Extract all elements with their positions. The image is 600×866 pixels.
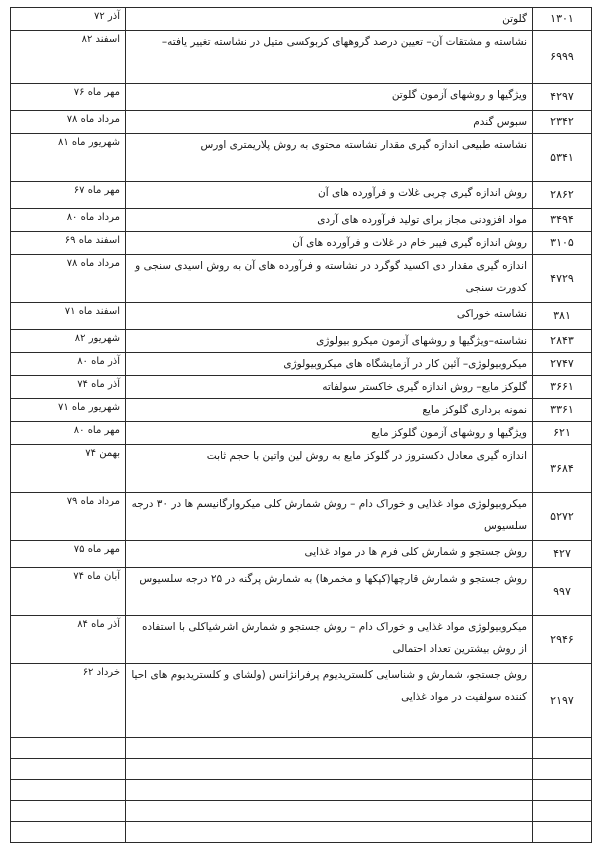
table-row <box>11 353 592 376</box>
standard-date: اسفند ۸۲ <box>81 34 120 45</box>
standard-date-cell <box>11 616 126 664</box>
table-row <box>11 541 592 568</box>
standard-date: مرداد ماه ۷۹ <box>66 496 120 507</box>
standard-title: نشاسته خوراکی <box>126 303 533 330</box>
standard-number <box>533 822 592 843</box>
standard-title: میکروبیولوژی مواد غذایی و خوراک دام – روش شمارش کلی میکروارگانیسم ها در ۳۰ درجه سلسیوس <box>126 493 533 541</box>
standard-date: شهریور ماه ۸۱ <box>57 137 120 148</box>
standard-title: روش جستجو و شمارش قارچها(کپکها و مخمرها) به شمارش پرگنه در ۲۵ درجه سلسیوس <box>126 568 533 616</box>
standard-date: مرداد ماه ۷۸ <box>66 258 120 269</box>
standard-date-cell <box>11 255 126 303</box>
table-row <box>11 568 592 616</box>
standard-date-cell <box>11 801 126 822</box>
table-row <box>11 134 592 182</box>
standard-title <box>126 759 533 780</box>
table-row <box>11 182 592 209</box>
standard-number: ۳۶۸۴ <box>533 445 592 493</box>
standard-date: شهریور ۸۲ <box>74 333 120 344</box>
standard-title: نمونه برداری گلوکز مایع <box>126 399 533 422</box>
standard-date: آذر ماه ۷۴ <box>77 379 120 390</box>
standard-date-cell <box>11 209 126 232</box>
standard-title: سبوس گندم <box>126 111 533 134</box>
table-row <box>11 616 592 664</box>
standard-date-cell <box>11 568 126 616</box>
standard-number <box>533 801 592 822</box>
standard-number: ۲۷۴۷ <box>533 353 592 376</box>
standard-number: ۶۹۹۹ <box>533 31 592 84</box>
standards-table <box>10 7 592 843</box>
standard-date-cell <box>11 541 126 568</box>
standard-date-cell <box>11 84 126 111</box>
standard-date-cell <box>11 353 126 376</box>
table-row <box>11 822 592 843</box>
standard-number: ۳۳۶۱ <box>533 399 592 422</box>
standard-date: خرداد ۶۲ <box>82 667 120 678</box>
standard-date-cell <box>11 493 126 541</box>
standard-title: گلوتن <box>126 8 533 31</box>
standard-number <box>533 738 592 759</box>
standard-date: شهریور ماه ۷۱ <box>57 402 120 413</box>
standard-date: مرداد ماه ۸۰ <box>66 212 120 223</box>
standard-date-cell <box>11 376 126 399</box>
standard-date-cell <box>11 422 126 445</box>
standard-number: ۵۲۷۲ <box>533 493 592 541</box>
standard-date-cell <box>11 111 126 134</box>
standard-title: نشاسته–ویژگیها و روشهای آزمون میکرو بیولوژی <box>126 330 533 353</box>
standard-date: آذر ماه ۸۰ <box>77 356 120 367</box>
table-row <box>11 738 592 759</box>
standard-number: ۹۹۷ <box>533 568 592 616</box>
standard-date-cell <box>11 182 126 209</box>
standard-date: اسفند ماه ۶۹ <box>64 235 120 246</box>
standard-number: ۲۹۴۶ <box>533 616 592 664</box>
table-row <box>11 759 592 780</box>
standard-date: مهر ماه ۷۶ <box>73 87 120 98</box>
table-row <box>11 493 592 541</box>
standard-date-cell <box>11 232 126 255</box>
standard-date: اسفند ماه ۷۱ <box>64 306 120 317</box>
standard-title: اندازه گیری معادل دکستروز در گلوکز مایع به روش لین واتین با حجم ثابت <box>126 445 533 493</box>
standard-title: نشاسته طبیعی اندازه گیری مقدار نشاسته محتوی به روش پلاریمتری اورس <box>126 134 533 182</box>
standard-number: ۵۳۴۱ <box>533 134 592 182</box>
table-row <box>11 31 592 84</box>
standard-date: مهر ماه ۷۵ <box>73 544 120 555</box>
standards-table-body <box>11 8 592 843</box>
table-row <box>11 8 592 31</box>
standard-number <box>533 780 592 801</box>
standard-title: میکروبیولوژی مواد غذایی و خوراک دام – روش جستجو و شمارش اشرشیاکلی با استفاده از روش بیشترین تعداد احتمالی <box>126 616 533 664</box>
table-row <box>11 445 592 493</box>
standard-number <box>533 759 592 780</box>
table-row <box>11 801 592 822</box>
table-row <box>11 422 592 445</box>
standard-title <box>126 822 533 843</box>
standard-date-cell <box>11 664 126 738</box>
standard-number: ۴۲۷ <box>533 541 592 568</box>
standard-title: ویژگیها و روشهای آزمون گلوتن <box>126 84 533 111</box>
standard-title <box>126 801 533 822</box>
table-row <box>11 664 592 738</box>
table-row <box>11 232 592 255</box>
standard-title: روش اندازه گیری فیبر خام در غلات و فرآورده های آن <box>126 232 533 255</box>
table-row <box>11 376 592 399</box>
standard-number: ۲۸۶۲ <box>533 182 592 209</box>
standard-date: مرداد ماه ۷۸ <box>66 114 120 125</box>
standard-title: ویژگیها و روشهای آزمون گلوکز مایع <box>126 422 533 445</box>
standard-title: روش جستجو، شمارش و شناسایی کلستریدیوم پرفرانژانس (ولشای و کلستریدیوم های احیا کننده سولفیت در مواد غذایی <box>126 664 533 738</box>
standard-title: نشاسته و مشتقات آن– تعیین درصد گروههای کربوکسی متیل در نشاسته تغییر یافته– <box>126 31 533 84</box>
standard-date-cell <box>11 759 126 780</box>
standard-title: میکروبیولوژی– آئین کار در آزمایشگاه های میکروبیولوژی <box>126 353 533 376</box>
standard-number: ۳۴۹۴ <box>533 209 592 232</box>
standard-date: آذر ۷۲ <box>94 11 120 22</box>
standard-title: اندازه گیری مقدار دی اکسید گوگرد در نشاسته و فرآورده های آن به روش اسیدی سنجی و کدورت سنجی <box>126 255 533 303</box>
standard-number: ۶۲۱ <box>533 422 592 445</box>
standard-title: مواد افزودنی مجاز برای تولید فرآورده های آردی <box>126 209 533 232</box>
standard-date-cell <box>11 8 126 31</box>
standard-number: ۲۸۴۳ <box>533 330 592 353</box>
standard-number: ۲۳۴۲ <box>533 111 592 134</box>
standard-date: مهر ماه ۶۷ <box>73 185 120 196</box>
standard-title <box>126 780 533 801</box>
standard-number: ۴۷۲۹ <box>533 255 592 303</box>
standard-title: روش جستجو و شمارش کلی فرم ها در مواد غذایی <box>126 541 533 568</box>
standard-title: گلوکز مایع– روش اندازه گیری خاکستر سولفاته <box>126 376 533 399</box>
standard-date-cell <box>11 134 126 182</box>
standard-number: ۳۶۶۱ <box>533 376 592 399</box>
table-row <box>11 111 592 134</box>
table-row <box>11 780 592 801</box>
standard-number: ۳۱۰۵ <box>533 232 592 255</box>
standard-number: ۳۸۱ <box>533 303 592 330</box>
standard-date: آبان ماه ۷۴ <box>73 571 120 582</box>
standard-date: آذر ماه ۸۴ <box>77 619 120 630</box>
table-row <box>11 209 592 232</box>
standard-date-cell <box>11 330 126 353</box>
standard-date-cell <box>11 822 126 843</box>
table-row <box>11 84 592 111</box>
standard-date-cell <box>11 303 126 330</box>
table-row <box>11 255 592 303</box>
standard-date-cell <box>11 399 126 422</box>
standard-title: روش اندازه گیری چربی غلات و فرآورده های آن <box>126 182 533 209</box>
standard-date-cell <box>11 445 126 493</box>
standard-date-cell <box>11 780 126 801</box>
standard-number: ۱۳۰۱ <box>533 8 592 31</box>
standard-number: ۲۱۹۷ <box>533 664 592 738</box>
table-row <box>11 399 592 422</box>
table-row <box>11 303 592 330</box>
standard-date-cell <box>11 31 126 84</box>
standard-date: بهمن ۷۴ <box>85 448 120 459</box>
standard-number: ۴۲۹۷ <box>533 84 592 111</box>
table-row <box>11 330 592 353</box>
standard-date: مهر ماه ۸۰ <box>73 425 120 436</box>
standard-title <box>126 738 533 759</box>
standard-date-cell <box>11 738 126 759</box>
